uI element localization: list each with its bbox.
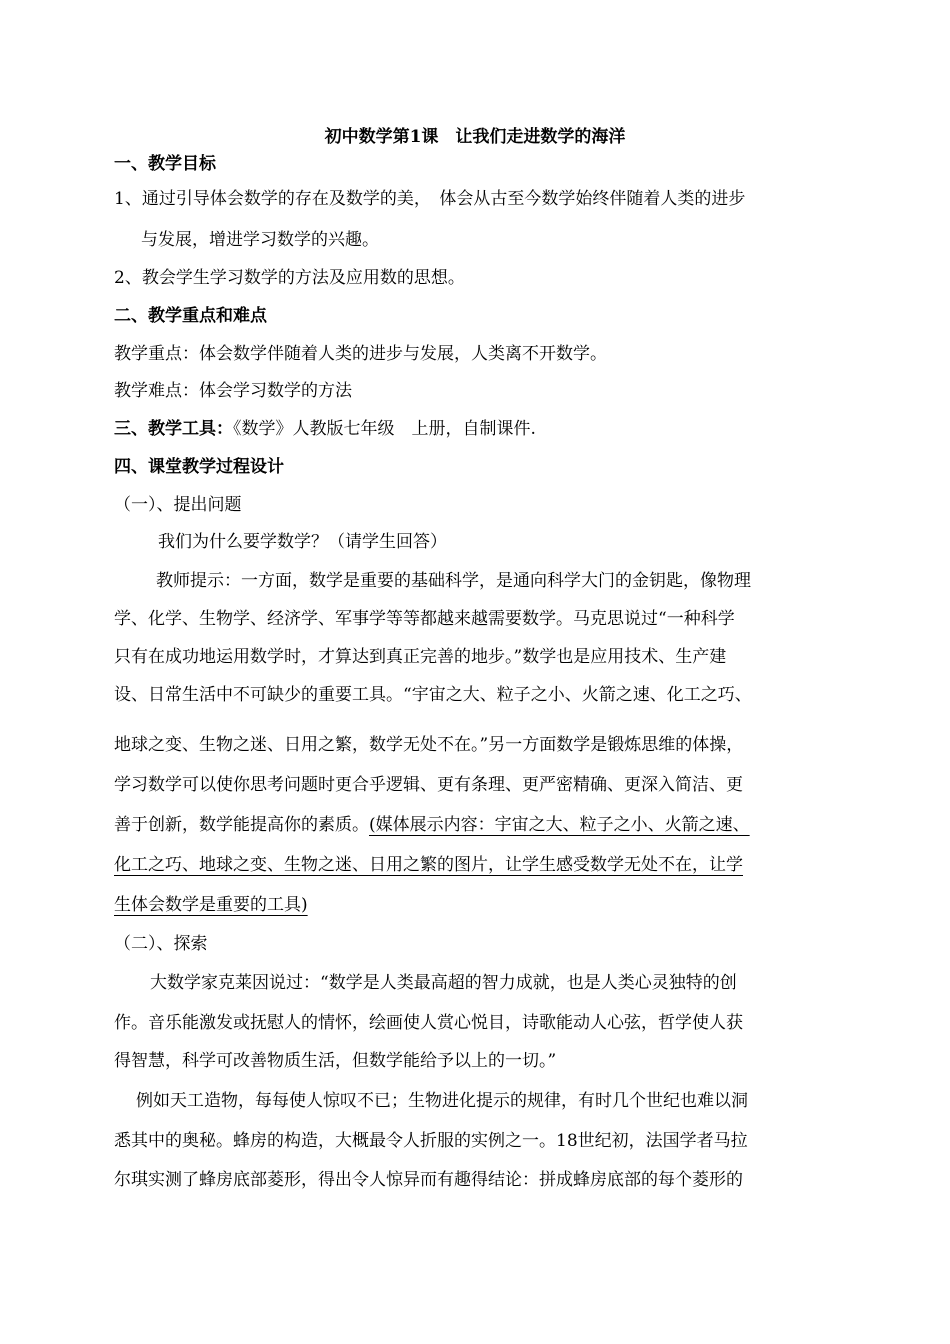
part1-label: （一）、提出问题 bbox=[114, 495, 242, 515]
goal-item-2: 2、教会学生学习数学的方法及应用数的思想。 bbox=[114, 268, 465, 288]
section1-heading: 一、教学目标 bbox=[114, 154, 216, 174]
part2-paragraph1-line: 得智慧，科学可改善物质生活，但数学能给予以上的一切。” bbox=[114, 1051, 557, 1071]
key-point-text: 教学重点：体会数学伴随着人类的进步与发展，人类离不开数学。 bbox=[114, 344, 607, 364]
media-note-start: (媒体展示内容：宇宙之大、粒子之小、火箭之速、 bbox=[369, 815, 750, 835]
part1-line: 设、日常生活中不可缺少的重要工具。“宇宙之大、粒子之小、火箭之速、化工之巧、 bbox=[114, 685, 752, 705]
section2-heading: 二、教学重点和难点 bbox=[114, 306, 267, 326]
teaching-tools-text: 《数学》人教版七年级 上册，自制课件. bbox=[233, 419, 536, 439]
difficulty-text: 教学难点：体会学习数学的方法 bbox=[114, 381, 352, 401]
part2-paragraph2-line: 尔琪实测了蜂房底部菱形，得出令人惊异而有趣得结论：拼成蜂房底部的每个菱形的 bbox=[114, 1170, 743, 1190]
part1-question: 我们为什么要学数学？（请学生回答） bbox=[158, 532, 447, 552]
section4-heading: 四、课堂教学过程设计 bbox=[114, 457, 284, 477]
media-note-line: 生体会数学是重要的工具) bbox=[114, 895, 308, 915]
part1-line: 教师提示：一方面，数学是重要的基础科学，是通向科学大门的金钥匙，像物理 bbox=[156, 571, 751, 591]
part2-paragraph2-line: 悉其中的奥秘。蜂房的构造，大概最令人折服的实例之一。18世纪初，法国学者马拉 bbox=[114, 1131, 748, 1151]
part2-paragraph1-line: 作。音乐能激发或抚慰人的情怀，绘画使人赏心悦目，诗歌能动人心弦，哲学使人获 bbox=[114, 1013, 743, 1033]
part2-paragraph1-line: 大数学家克莱因说过：“数学是人类最高超的智力成就，也是人类心灵独特的创 bbox=[150, 973, 737, 993]
part1-line: 学、化学、生物学、经济学、军事学等等都越来越需要数学。马克思说过“一种科学 bbox=[114, 609, 735, 629]
goal-item-1-line-2: 与发展，增进学习数学的兴趣。 bbox=[141, 230, 379, 250]
section3-line bbox=[114, 417, 536, 441]
part2-label: （二）、探索 bbox=[114, 934, 208, 954]
part1-last-line bbox=[114, 813, 750, 837]
media-note-line: 化工之巧、地球之变、生物之迷、日用之繁的图片，让学生感受数学无处不在，让学 bbox=[114, 855, 743, 875]
section3-heading: 三、教学工具： bbox=[114, 419, 233, 439]
part1-line: 地球之变、生物之迷、日用之繁，数学无处不在。”另一方面数学是锻炼思维的体操， bbox=[114, 735, 744, 755]
part1-last-line-text: 善于创新，数学能提高你的素质。 bbox=[114, 815, 369, 835]
part2-paragraph2-line: 例如天工造物，每每使人惊叹不已；生物进化提示的规律，有时几个世纪也难以洞 bbox=[136, 1091, 748, 1111]
page-title: 初中数学第1课 让我们走进数学的海洋 bbox=[324, 127, 626, 147]
part1-line: 只有在成功地运用数学时，才算达到真正完善的地步。”数学也是应用技术、生产建 bbox=[114, 647, 727, 667]
part1-line: 学习数学可以使你思考问题时更合乎逻辑、更有条理、更严密精确、更深入简洁、更 bbox=[114, 775, 743, 795]
goal-item-1-line-1: 1、通过引导体会数学的存在及数学的美， 体会从古至今数学始终伴随着人类的进步 bbox=[114, 189, 746, 209]
